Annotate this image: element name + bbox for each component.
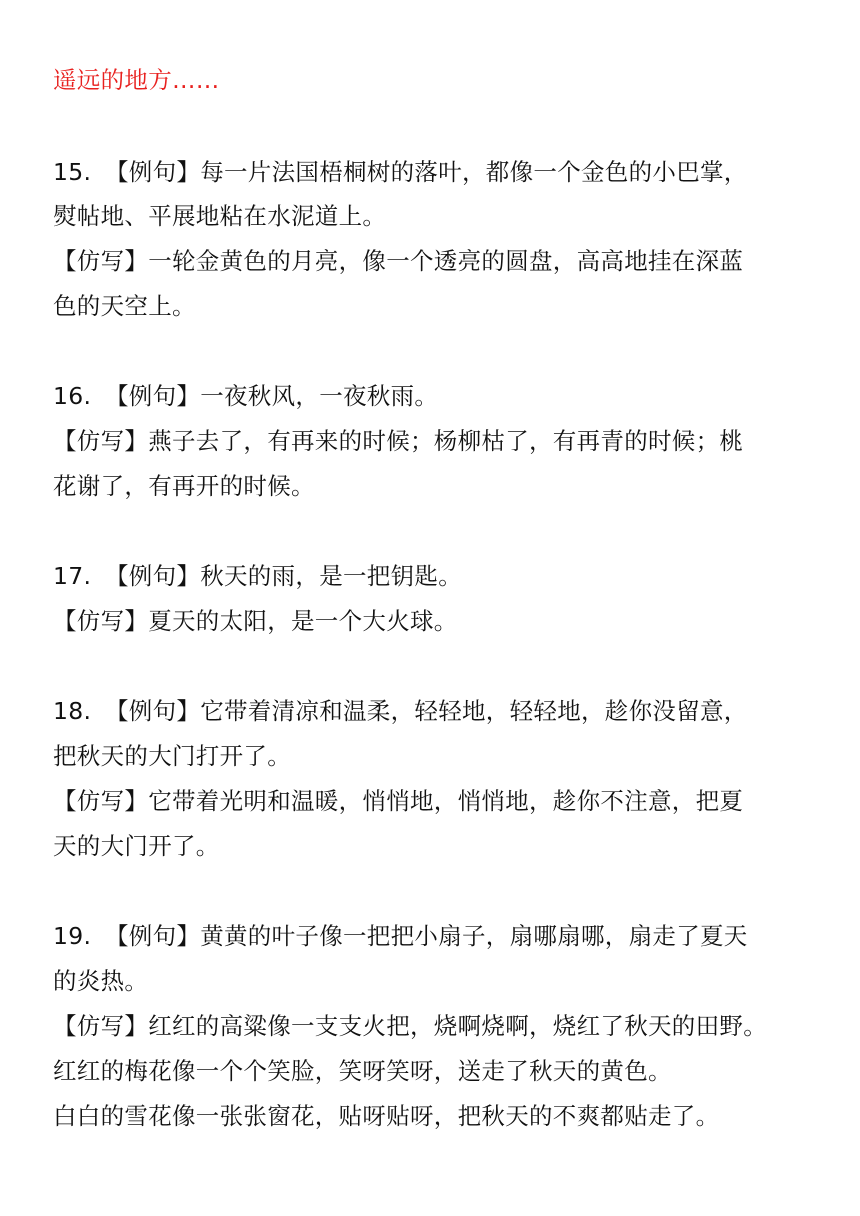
- item-19-imitation-line2: 红红的梅花像一个个笑脸，笑呀笑呀，送走了秋天的黄色。: [53, 1057, 672, 1085]
- item-16-imitation-cont: 花谢了，有再开的时候。: [53, 472, 315, 500]
- item-number: 18.: [53, 697, 92, 725]
- example-label: 【例句】: [105, 697, 201, 725]
- item-16-example: [53, 381, 438, 411]
- imitation-label: 【仿写】: [53, 1012, 149, 1040]
- item-number: 19.: [53, 922, 92, 950]
- item-19-example: [53, 921, 748, 951]
- item-15-example: [53, 157, 748, 187]
- intro-tail-text: 遥远的地方……: [53, 66, 220, 94]
- imitation-label: 【仿写】: [53, 607, 149, 635]
- imitation-label: 【仿写】: [53, 247, 149, 275]
- item-15-imitation: [53, 246, 743, 276]
- example-text: 秋天的雨，是一把钥匙。: [200, 562, 463, 590]
- item-18-imitation-cont: 天的大门开了。: [53, 832, 220, 860]
- item-18-imitation: [53, 786, 743, 816]
- imitation-label: 【仿写】: [53, 427, 149, 455]
- item-19-example-cont: 的炎热。: [53, 967, 149, 995]
- imitation-text: 红红的高粱像一支支火把，烧啊烧啊，烧红了秋天的田野。: [148, 1012, 768, 1040]
- example-text: 它带着清凉和温柔，轻轻地，轻轻地，趁你没留意，: [200, 697, 748, 725]
- item-15-imitation-cont: 色的天空上。: [53, 292, 196, 320]
- item-18-example: [53, 696, 748, 726]
- imitation-text: 它带着光明和温暖，悄悄地，悄悄地，趁你不注意，把夏: [148, 787, 744, 815]
- item-19-imitation: [53, 1011, 767, 1041]
- example-text: 每一片法国梧桐树的落叶，都像一个金色的小巴掌，: [200, 158, 748, 186]
- example-label: 【例句】: [105, 562, 201, 590]
- item-19-imitation-line3: 白白的雪花像一张张窗花，贴呀贴呀，把秋天的不爽都贴走了。: [53, 1102, 720, 1130]
- example-label: 【例句】: [105, 922, 201, 950]
- item-number: 15.: [53, 158, 92, 186]
- imitation-text: 一轮金黄色的月亮，像一个透亮的圆盘，高高地挂在深蓝: [148, 247, 744, 275]
- item-18-example-cont: 把秋天的大门打开了。: [53, 742, 291, 770]
- item-number: 17.: [53, 562, 92, 590]
- item-16-imitation: [53, 426, 743, 456]
- example-label: 【例句】: [105, 382, 201, 410]
- item-15-example-cont: 熨帖地、平展地粘在水泥道上。: [53, 202, 387, 230]
- example-text: 黄黄的叶子像一把把小扇子，扇哪扇哪，扇走了夏天: [200, 922, 748, 950]
- imitation-label: 【仿写】: [53, 787, 149, 815]
- item-17-imitation: [53, 606, 458, 636]
- imitation-text: 燕子去了，有再来的时候；杨柳枯了，有再青的时候；桃: [148, 427, 744, 455]
- example-label: 【例句】: [105, 158, 201, 186]
- example-text: 一夜秋风，一夜秋雨。: [200, 382, 439, 410]
- item-number: 16.: [53, 382, 92, 410]
- imitation-text: 夏天的太阳，是一个大火球。: [148, 607, 458, 635]
- item-17-example: [53, 561, 462, 591]
